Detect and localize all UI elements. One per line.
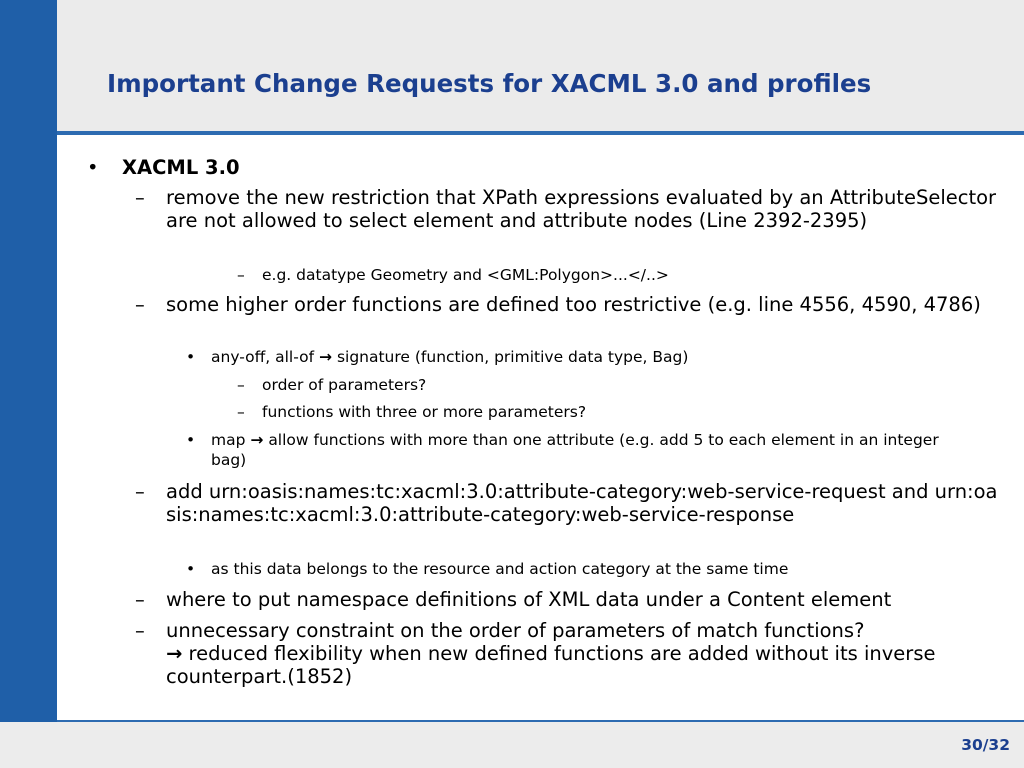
slide-footer xyxy=(0,722,1024,768)
arrow-icon: → xyxy=(319,348,332,366)
slide-content xyxy=(57,135,1024,722)
item-text-after: allow functions with more than one attribute (e.g. add 5 to each element in an integer bag) xyxy=(211,431,939,469)
item-text xyxy=(166,619,1016,688)
arrow-icon: → xyxy=(250,431,264,449)
item-text: as this data belongs to the resource and action category at the same time xyxy=(211,560,789,578)
left-accent-bar xyxy=(0,0,57,722)
slide-header xyxy=(57,0,1024,131)
dash-marker: – xyxy=(237,376,245,394)
item-text: order of parameters? xyxy=(262,376,427,394)
dash-marker: – xyxy=(135,186,145,209)
item-text: some higher order functions are defined too restrictive (e.g. line 4556, 4590, 4786) xyxy=(166,293,981,316)
heading-text: XACML 3.0 xyxy=(122,156,240,179)
bullet-marker: • xyxy=(186,348,196,366)
dash-marker: – xyxy=(135,619,145,642)
item-text xyxy=(211,347,1001,367)
dash-marker: – xyxy=(237,403,245,421)
arrow-icon: → xyxy=(166,642,183,665)
item-text: where to put namespace definitions of XML data under a Content element xyxy=(166,588,892,611)
item-text-line2: reduced flexibility when new defined functions are added without its inverse counterpart.(1852) xyxy=(166,642,936,688)
item-text: remove the new restriction that XPath expressions evaluated by an AttributeSelector are not allowed to select element and attribute nodes (Line 2392-2395) xyxy=(166,186,997,232)
dash-marker: – xyxy=(237,266,245,284)
bullet-marker: • xyxy=(186,431,196,449)
dash-marker: – xyxy=(135,588,145,611)
item-text: e.g. datatype Geometry and <GML:Polygon>...</..> xyxy=(262,266,669,284)
slide-title: Important Change Requests for XACML 3.0 and profiles xyxy=(107,69,872,98)
item-text: add urn:oasis:names:tc:xacml:3.0:attribute-category:web-service-request and urn:oasis:names:tc:xacml:3.0:attribute-category:web-service-response xyxy=(166,480,998,526)
item-text xyxy=(211,430,971,470)
item-text-before: any-off, all-of xyxy=(211,348,315,366)
item-text: functions with three or more parameters? xyxy=(262,403,587,421)
bullet-marker: • xyxy=(87,156,99,179)
item-text-after: signature (function, primitive data type, Bag) xyxy=(336,348,689,366)
dash-marker: – xyxy=(135,293,145,316)
item-text-line1: unnecessary constraint on the order of parameters of match functions? xyxy=(166,619,865,642)
item-text-before: map xyxy=(211,431,246,449)
page-number: 30/32 xyxy=(961,736,1010,754)
dash-marker: – xyxy=(135,480,145,503)
bullet-marker: • xyxy=(186,560,196,578)
